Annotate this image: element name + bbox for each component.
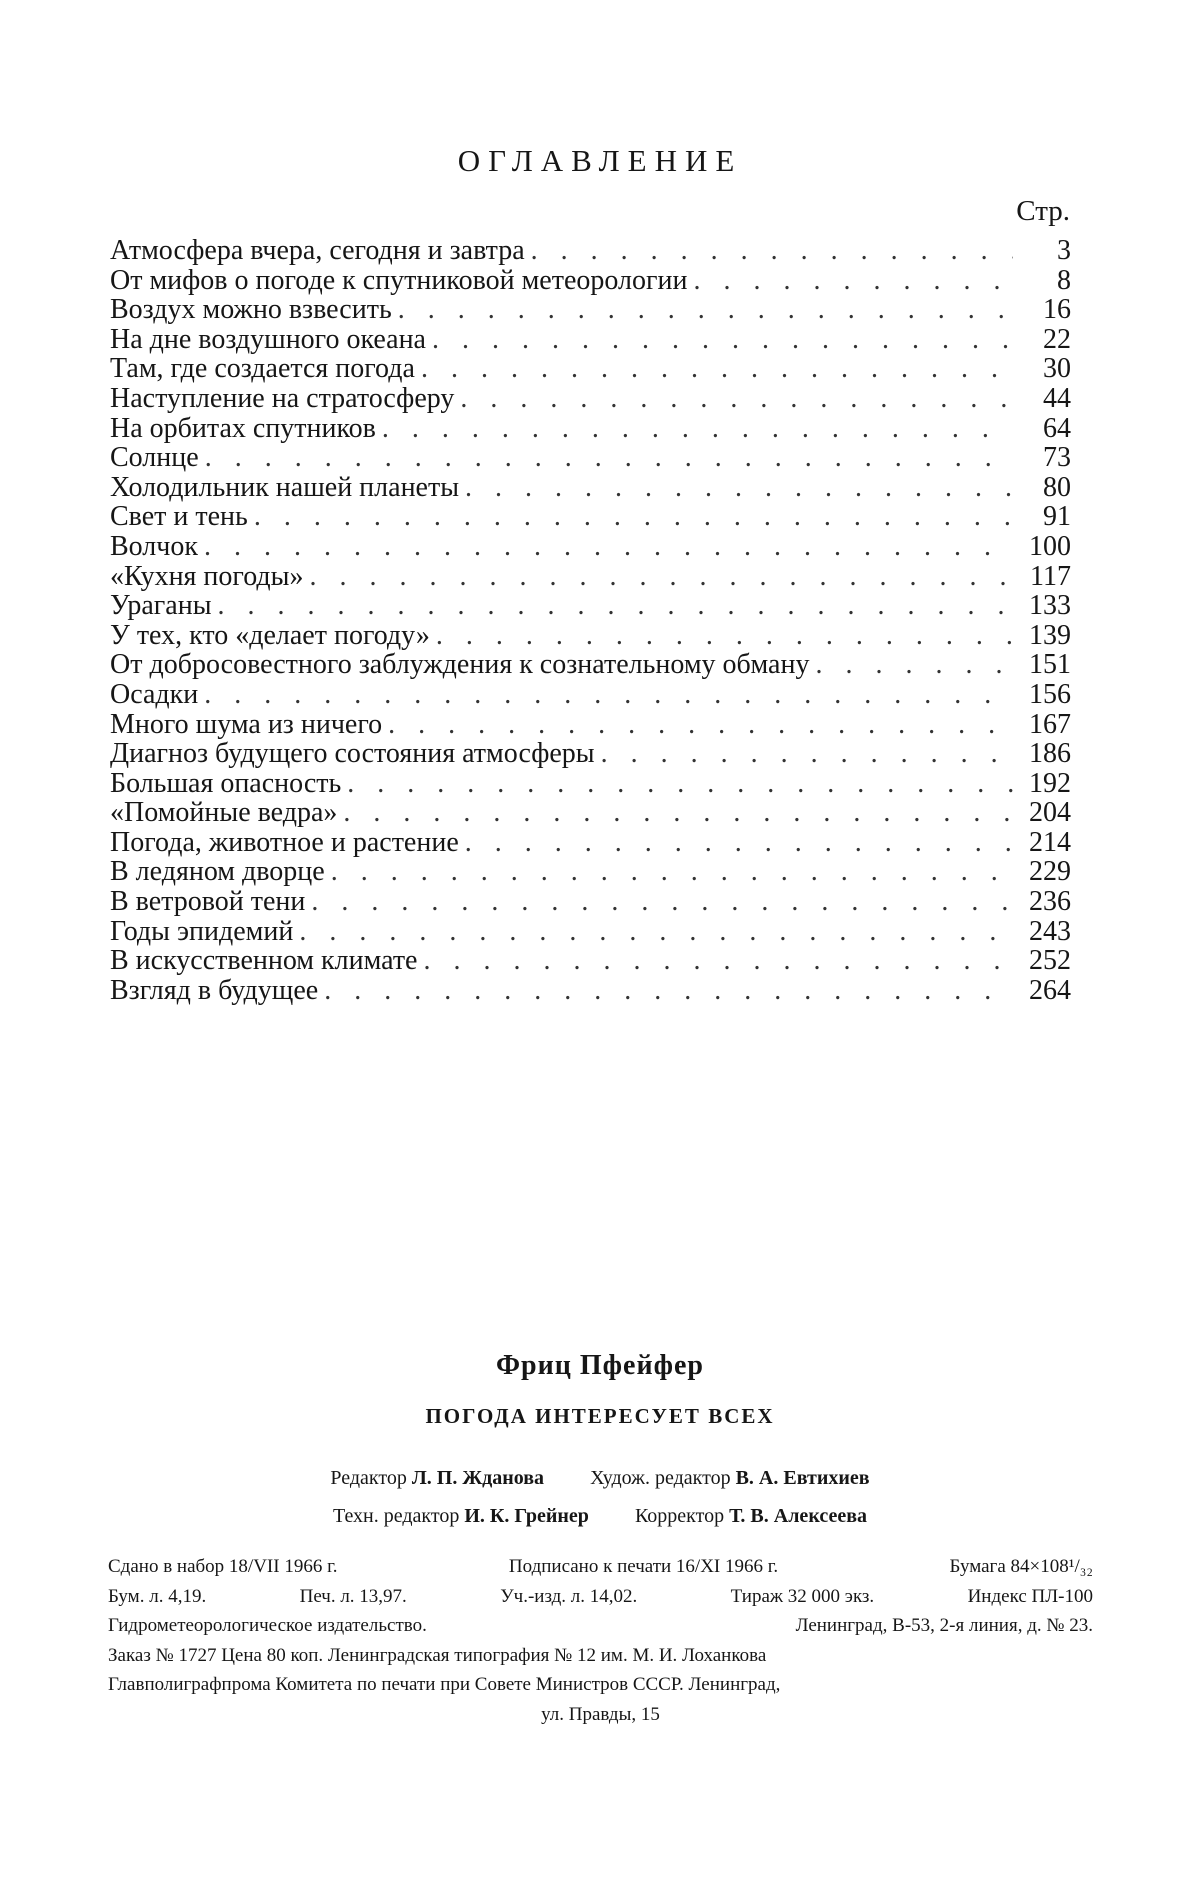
printing-details <box>108 1552 1093 1729</box>
toc-entry <box>110 384 1071 414</box>
printing-line-1 <box>108 1552 1093 1582</box>
toc-entry-title: Погода, животное и растение <box>110 826 459 858</box>
toc-entry <box>110 236 1071 266</box>
page-column-label: Стр. <box>1016 195 1070 227</box>
credit-row <box>0 1459 1200 1497</box>
toc-entry <box>110 976 1071 1006</box>
toc-entry <box>110 325 1071 355</box>
toc-entry <box>110 354 1071 384</box>
credit-role: Техн. редактор <box>332 1504 460 1527</box>
toc-entry-title: Там, где создается погода <box>110 353 415 385</box>
toc-entry <box>110 650 1071 680</box>
dot-leader <box>309 562 1013 592</box>
toc-entry <box>110 739 1071 769</box>
toc-entry-title: Взгляд в будущее <box>110 974 319 1006</box>
dot-leader <box>204 680 1013 710</box>
dot-leader <box>432 325 1013 355</box>
printing-segment: Печ. л. 13,97. <box>299 1585 407 1607</box>
printing-segment: Индекс ПЛ-100 <box>967 1585 1093 1607</box>
toc-entry-title: Наступление на стратосферу <box>110 382 455 414</box>
dot-leader <box>331 857 1013 887</box>
credit-item <box>330 1467 544 1490</box>
printing-segment: Сдано в набор 18/VII 1966 г. <box>108 1556 338 1577</box>
printing-line-5: Главполиграфпрома Комитета по печати при Совете Министров СССР. Ленинград, <box>108 1674 781 1695</box>
toc-entry-page: 151 <box>1029 649 1071 681</box>
dot-leader <box>388 710 1013 740</box>
toc-entry-page: 64 <box>1043 412 1071 444</box>
toc-entry <box>110 532 1071 562</box>
toc-entry-title: Диагноз будущего состояния атмосферы <box>110 738 595 770</box>
imprint <box>0 1350 1200 1535</box>
dot-leader <box>465 828 1013 858</box>
credit-person: И. К. Грейнер <box>464 1504 589 1527</box>
toc-entry-title: Атмосфера вчера, сегодня и завтра <box>110 235 525 266</box>
credit-item <box>635 1505 867 1528</box>
dot-leader <box>204 532 1013 562</box>
dot-leader <box>693 266 1013 296</box>
toc-entry-page: 156 <box>1029 678 1071 710</box>
book-title: ПОГОДА ИНТЕРЕСУЕТ ВСЕХ <box>425 1404 775 1428</box>
printing-line-2 <box>108 1582 1093 1612</box>
dot-leader <box>311 887 1013 917</box>
toc-list <box>110 236 1071 1005</box>
credit-item <box>590 1467 870 1490</box>
dot-leader <box>343 798 1013 828</box>
toc-entry-page: 229 <box>1029 856 1071 888</box>
dot-leader <box>601 739 1013 769</box>
toc-entry-page: 22 <box>1043 323 1071 355</box>
toc-entry-title: Холодильник нашей планеты <box>110 471 460 503</box>
toc-entry-page: 3 <box>1057 235 1071 266</box>
printing-line-3 <box>108 1611 1093 1641</box>
toc-entry-title: Солнце <box>110 442 199 474</box>
toc-entry-title: Волчок <box>110 530 198 562</box>
dot-leader <box>299 917 1013 947</box>
toc-entry-page: 100 <box>1029 530 1071 562</box>
dot-leader <box>347 769 1013 799</box>
credit-person: Л. П. Жданова <box>411 1466 545 1489</box>
toc-entry-page: 252 <box>1029 945 1071 977</box>
toc-entry-page: 214 <box>1029 826 1071 858</box>
printing-segment: Подписано к печати 16/XI 1966 г. <box>508 1556 779 1577</box>
credit-role: Корректор <box>634 1504 725 1527</box>
toc-entry <box>110 591 1071 621</box>
printing-segment: Тираж 32 000 экз. <box>730 1585 875 1607</box>
toc-entry-page: 192 <box>1029 767 1071 799</box>
toc-entry-title: В ветровой тени <box>110 886 306 918</box>
toc-entry-page: 91 <box>1043 501 1071 533</box>
dot-leader <box>815 650 1013 680</box>
credit-person: В. А. Евтихиев <box>735 1466 870 1489</box>
toc-entry <box>110 295 1071 325</box>
printing-segment: Бум. л. 4,19. <box>108 1585 207 1607</box>
dot-leader <box>423 946 1013 976</box>
toc-entry-page: 44 <box>1043 382 1071 414</box>
credit-row <box>0 1497 1200 1535</box>
toc-entry <box>110 887 1071 917</box>
toc-entry <box>110 857 1071 887</box>
toc-entry <box>110 414 1071 444</box>
toc-entry-page: 139 <box>1029 619 1071 651</box>
toc-entry-title: От мифов о погоде к спутниковой метеорологии <box>110 264 688 296</box>
toc-entry-title: Воздух можно взвесить <box>110 294 392 326</box>
toc-entry-page: 117 <box>1030 560 1071 592</box>
toc-entry-title: На орбитах спутников <box>110 412 376 444</box>
dot-leader <box>205 443 1013 473</box>
toc-entry-page: 186 <box>1029 738 1071 770</box>
toc-entry <box>110 562 1071 592</box>
toc-entry <box>110 828 1071 858</box>
toc-entry <box>110 798 1071 828</box>
toc-entry-page: 30 <box>1043 353 1071 385</box>
toc-entry-title: У тех, кто «делает погоду» <box>110 619 430 651</box>
toc-entry-title: Годы эпидемий <box>110 915 294 947</box>
toc-entry-page: 243 <box>1029 915 1071 947</box>
toc-entry-page: 264 <box>1029 974 1071 1006</box>
toc-entry <box>110 946 1071 976</box>
toc-entry-title: В искусственном климате <box>110 945 418 977</box>
toc-entry-title: Большая опасность <box>110 767 342 799</box>
toc-entry-page: 167 <box>1029 708 1071 740</box>
printing-segment: Гидрометеорологическое издательство. <box>108 1615 427 1636</box>
toc-entry-title: Ураганы <box>110 590 212 622</box>
toc-entry <box>110 710 1071 740</box>
dot-leader <box>324 976 1013 1006</box>
credits <box>0 1459 1200 1535</box>
credit-role: Редактор <box>330 1466 407 1489</box>
toc-entry-title: В ледяном дворце <box>110 856 325 888</box>
author-name: Фриц Пфейфер <box>496 1350 704 1381</box>
toc-entry-page: 16 <box>1043 294 1071 326</box>
toc-entry-title: От добросовестного заблуждения к сознательному обману <box>110 649 810 681</box>
dot-leader <box>218 591 1014 621</box>
credit-person: Т. В. Алексеева <box>729 1504 868 1527</box>
toc-entry-title: На дне воздушного океана <box>110 323 426 355</box>
dot-leader <box>254 502 1013 532</box>
dot-leader <box>382 414 1013 444</box>
toc-entry-page: 204 <box>1029 797 1071 829</box>
printing-line-4: Заказ № 1727 Цена 80 коп. Ленинградская типография № 12 им. М. И. Лоханкова <box>108 1644 767 1666</box>
toc-entry-page: 73 <box>1043 442 1071 474</box>
toc-entry-page: 8 <box>1057 264 1071 296</box>
toc-entry-page: 133 <box>1029 590 1071 622</box>
printing-segment: Бумага 84×108¹/₃₂ <box>949 1556 1093 1577</box>
dot-leader <box>421 354 1013 384</box>
dot-leader <box>531 236 1013 266</box>
toc-entry <box>110 769 1071 799</box>
toc-entry <box>110 502 1071 532</box>
printing-line-6: ул. Правды, 15 <box>541 1703 660 1725</box>
toc-entry-title: Много шума из ничего <box>110 708 383 740</box>
dot-leader <box>398 295 1013 325</box>
credit-role: Худож. редактор <box>590 1466 731 1489</box>
dot-leader <box>465 473 1013 503</box>
toc-entry-title: Осадки <box>110 678 199 710</box>
dot-leader <box>460 384 1013 414</box>
toc-entry-title: Свет и тень <box>110 501 248 533</box>
toc-heading: ОГЛАВЛЕНИЕ <box>457 143 743 178</box>
toc-entry <box>110 443 1071 473</box>
toc-entry <box>110 917 1071 947</box>
toc-entry-page: 80 <box>1043 471 1071 503</box>
toc-entry-title: «Кухня погоды» <box>110 560 304 592</box>
dot-leader <box>436 621 1013 651</box>
toc-entry <box>110 621 1071 651</box>
toc-entry <box>110 266 1071 296</box>
toc-entry <box>110 680 1071 710</box>
printing-segment: Ленинград, В-53, 2-я линия, д. № 23. <box>795 1615 1093 1636</box>
toc-entry <box>110 473 1071 503</box>
toc-entry-title: «Помойные ведра» <box>110 797 338 829</box>
printing-segment: Уч.-изд. л. 14,02. <box>500 1585 638 1607</box>
toc-entry-page: 236 <box>1029 886 1071 918</box>
credit-item <box>333 1505 589 1528</box>
